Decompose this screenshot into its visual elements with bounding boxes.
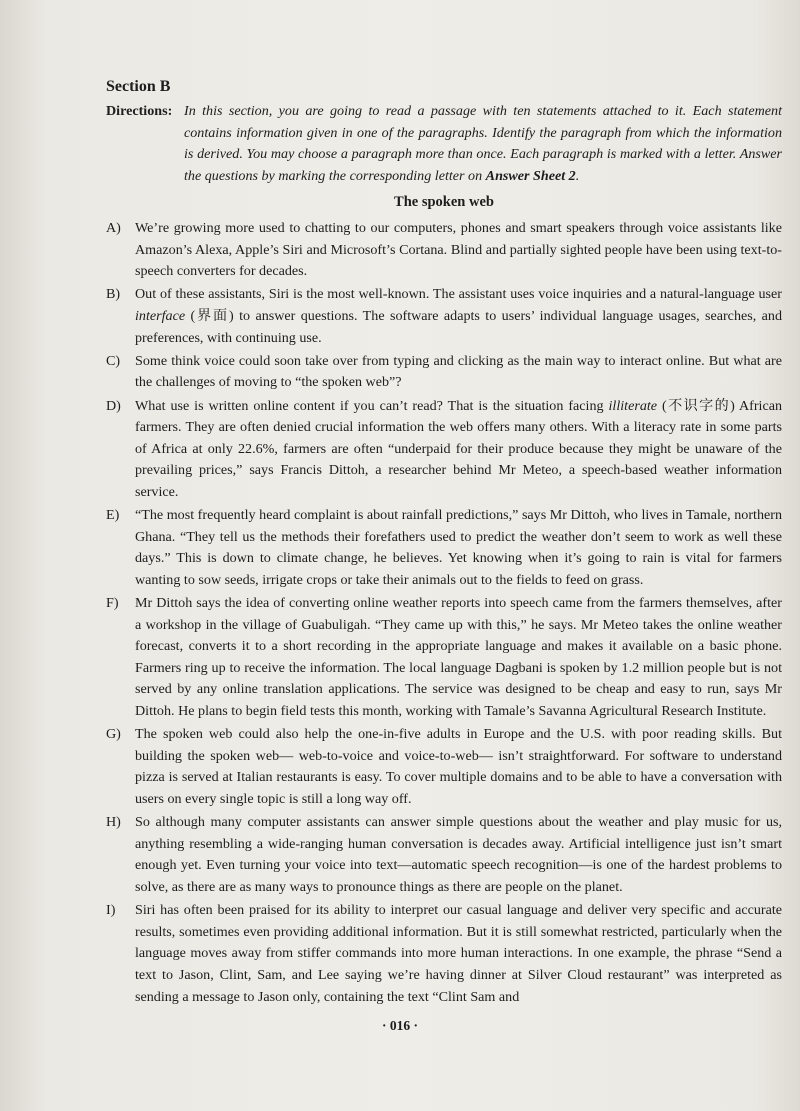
- paragraph-d: [106, 396, 782, 504]
- paragraph-e: [106, 505, 782, 591]
- paragraph-i: [106, 900, 782, 1008]
- paragraph-label: G): [106, 726, 121, 743]
- paragraph-label: F): [106, 595, 119, 612]
- paragraph-h: [106, 812, 782, 898]
- paragraph-text: The spoken web could also help the one-in-five adults in Europe and the U.S. with poor reading skills. But building the spoken web— web-to-voice and voice-to-web— isn’t straightforward. For software to understand pizza is served at Italian restaurants is easy. To cover multiple domains and to be able to have a conversation with users on every single topic is still a long way off.: [135, 726, 782, 807]
- directions-block: [106, 101, 782, 187]
- section-title: Section B: [106, 78, 171, 95]
- paragraph-f: [106, 593, 782, 723]
- paragraph-g: [106, 724, 782, 810]
- paragraph-text: What use is written online content if you can’t read? That is the situation facing: [135, 397, 609, 414]
- page-number: · 016 ·: [381, 1018, 418, 1033]
- answer-sheet-reference: Answer Sheet 2: [485, 167, 576, 184]
- paragraph-label: I): [106, 902, 116, 919]
- paragraph-a: [106, 218, 782, 283]
- paragraph-text: (界面) to answer questions. The software adapts to users’ individual language usages, searches, and preferences, with continuing use.: [135, 307, 782, 346]
- directions-label: Directions:: [106, 103, 173, 119]
- paragraph-text: (不识字的) African farmers. They are often denied crucial information the web offers many others. With a literacy rate in some parts of Africa at only 22.6%, farmers are often “underpaid for their produce because they might be unaware of the prevailing prices,” says Francis Dittoh, a researcher behind Mr Meteo, a speech-based weather information service.: [135, 397, 782, 500]
- paragraph-text: We’re growing more used to chatting to our computers, phones and smart speakers through voice assistants like Amazon’s Alexa, Apple’s Siri and Microsoft’s Cortana. Blind and partially sighted people have been using text-to-speech converters for decades.: [135, 219, 782, 280]
- paragraph-text: Siri has often been praised for its ability to interpret our casual language and deliver very specific and accurate results, sometimes even providing additional information. But it is still somewhat restricted, particularly when the language moves away from stiffer commands into more human interactions. In one example, the phrase “Send a text to Jason, Clint, Sam, and Lee saying we’re having dinner at Silver Cloud restaurant” was interpreted as sending a message to Jason only, containing the text “Clint Sam and: [135, 902, 782, 1005]
- paragraph-label: B): [106, 286, 121, 303]
- directions-text: In this section, you are going to read a passage with ten statements attached to it. Each statement contains information given in one of the paragraphs. Identify the paragraph from which the information is derived. You may choose a paragraph more than once. Each paragraph is marked with a letter. Answer the questions by marking the corresponding letter on: [184, 103, 782, 184]
- paragraph-label: H): [106, 814, 121, 831]
- paragraph-text: So although many computer assistants can answer simple questions about the weather and play music for us, anything resembling a wide-ranging human conversation is decades away. Artificial intelligence just isn’t smart enough yet. Even turning your voice into text—automatic speech recognition—is one of the hardest problems to solve, as there are as many ways to pronounce things as there are people on the planet.: [135, 814, 782, 895]
- paragraph-label: A): [106, 219, 121, 236]
- paragraph-label: E): [106, 507, 120, 524]
- paragraph-text: Out of these assistants, Siri is the most well-known. The assistant uses voice inquiries and a natural-language user: [135, 286, 782, 303]
- paragraph-c: [106, 351, 782, 394]
- paragraph-text: Mr Dittoh says the idea of converting online weather reports into speech came from the farmers themselves, after a workshop in the village of Guabuligah. “They came up with this,” he says. Mr Meteo takes the online weather forecast, converts it to a short recording in the appropriate language and makes it available on a basic phone. Farmers ring up to receive the information. The local language Dagbani is spoken by 1.2 million people but is not served by any online translation applications. The service was designed to be cheap and easy to run, says Mr Dittoh. He plans to begin field tests this month, working with Tamale’s Savanna Agricultural Research Institute.: [135, 595, 782, 719]
- directions-end: .: [575, 167, 580, 184]
- paragraph-label: D): [106, 397, 121, 414]
- paragraph-label: C): [106, 352, 121, 369]
- paragraph-b: [106, 284, 782, 349]
- paragraph-text: Some think voice could soon take over from typing and clicking as the main way to interact online. But what are the challenges of moving to “the spoken web”?: [135, 352, 782, 391]
- paragraph-text: “The most frequently heard complaint is about rainfall predictions,” says Mr Dittoh, who lives in Tamale, northern Ghana. “They tell us the methods their forefathers used to predict the weather don’t seem to work as well these days.” This is down to climate change, he believes. Yet knowing when it’s going to rain is vital for farmers wanting to sow seeds, irrigate crops or take their animals out to the fields to feed on grass.: [135, 507, 782, 588]
- passage-title: The spoken web: [394, 194, 494, 211]
- glossed-term: illiterate: [608, 397, 658, 414]
- page-content: [106, 76, 782, 1010]
- glossed-term: interface: [135, 307, 186, 324]
